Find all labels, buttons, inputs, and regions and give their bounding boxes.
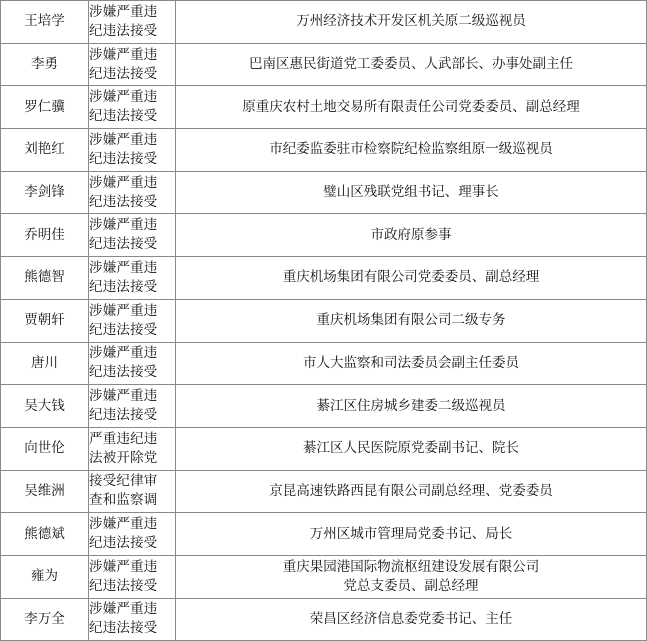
post-cell bbox=[176, 470, 647, 513]
official-name: 李万全 bbox=[24, 610, 65, 627]
status-cell bbox=[89, 427, 176, 470]
status-cell bbox=[89, 342, 176, 385]
official-post: 万州区城市管理局党委书记、局长 bbox=[309, 525, 513, 542]
case-status: 涉嫌严重违纪违法接受 bbox=[89, 259, 158, 295]
post-cell bbox=[176, 299, 647, 342]
name-cell bbox=[1, 513, 89, 556]
official-name: 向世伦 bbox=[24, 440, 65, 457]
status-cell bbox=[89, 214, 176, 257]
status-cell bbox=[89, 129, 176, 172]
case-status: 涉嫌严重违纪违法接受 bbox=[89, 516, 158, 552]
case-status: 涉嫌严重违纪违法接受 bbox=[89, 131, 158, 167]
status-cell bbox=[89, 257, 176, 300]
post-cell bbox=[176, 513, 647, 556]
case-status: 涉嫌严重违纪违法接受 bbox=[89, 217, 158, 253]
official-name: 李勇 bbox=[31, 56, 58, 73]
case-status: 涉嫌严重违纪违法接受 bbox=[89, 46, 158, 82]
name-cell bbox=[1, 43, 89, 86]
status-cell bbox=[89, 385, 176, 428]
name-cell bbox=[1, 86, 89, 129]
status-cell bbox=[89, 299, 176, 342]
post-cell bbox=[176, 171, 647, 214]
official-name: 熊德斌 bbox=[24, 525, 65, 542]
official-post: 綦江区住房城乡建委二级巡视员 bbox=[316, 397, 506, 414]
status-cell bbox=[89, 43, 176, 86]
post-cell bbox=[176, 257, 647, 300]
case-status: 涉嫌严重违纪违法接受 bbox=[89, 302, 158, 338]
official-post: 綦江区人民医院原党委副书记、院长 bbox=[303, 440, 519, 457]
case-status: 涉嫌严重违纪违法接受 bbox=[89, 3, 158, 39]
table-row bbox=[1, 257, 647, 300]
official-post: 原重庆农村土地交易所有限责任公司党委委员、副总经理 bbox=[242, 98, 580, 115]
post-cell bbox=[176, 385, 647, 428]
official-name: 熊德智 bbox=[24, 269, 65, 286]
official-name: 吴大钱 bbox=[24, 397, 65, 414]
case-status: 涉嫌严重违纪违法接受 bbox=[89, 345, 158, 381]
official-name: 王培学 bbox=[24, 13, 65, 30]
official-name: 李剑锋 bbox=[24, 184, 65, 201]
case-status: 涉嫌严重违纪违法接受 bbox=[89, 174, 158, 210]
official-name: 贾朝轩 bbox=[24, 312, 65, 329]
table-row bbox=[1, 470, 647, 513]
official-post: 璧山区残联党组书记、理事长 bbox=[323, 184, 499, 201]
name-cell bbox=[1, 299, 89, 342]
name-cell bbox=[1, 257, 89, 300]
officials-table-body bbox=[1, 1, 647, 641]
table-row bbox=[1, 214, 647, 257]
table-row bbox=[1, 43, 647, 86]
post-cell bbox=[176, 555, 647, 598]
post-cell bbox=[176, 342, 647, 385]
official-name: 刘艳红 bbox=[24, 141, 65, 158]
official-post: 巴南区惠民街道党工委委员、人武部长、办事处副主任 bbox=[249, 56, 573, 73]
official-name: 吴维洲 bbox=[24, 482, 65, 499]
case-status: 涉嫌严重违纪违法接受 bbox=[89, 558, 158, 594]
case-status: 涉嫌严重违纪违法接受 bbox=[89, 601, 158, 637]
name-cell bbox=[1, 598, 89, 641]
table-row bbox=[1, 299, 647, 342]
name-cell bbox=[1, 214, 89, 257]
official-name: 唐川 bbox=[31, 354, 58, 371]
table-row bbox=[1, 513, 647, 556]
table-row bbox=[1, 555, 647, 598]
status-cell bbox=[89, 86, 176, 129]
official-post: 重庆机场集团有限公司二级专务 bbox=[316, 312, 506, 329]
official-name: 乔明佳 bbox=[24, 226, 65, 243]
name-cell bbox=[1, 129, 89, 172]
name-cell bbox=[1, 555, 89, 598]
status-cell bbox=[89, 555, 176, 598]
case-status: 接受纪律审查和监察调 bbox=[89, 473, 158, 509]
table-row bbox=[1, 86, 647, 129]
table-row bbox=[1, 1, 647, 44]
table-row bbox=[1, 171, 647, 214]
official-post: 荣昌区经济信息委党委书记、主任 bbox=[309, 610, 513, 627]
post-cell bbox=[176, 598, 647, 641]
post-cell bbox=[176, 1, 647, 44]
post-cell bbox=[176, 43, 647, 86]
name-cell bbox=[1, 171, 89, 214]
table-row bbox=[1, 129, 647, 172]
post-cell bbox=[176, 214, 647, 257]
case-status: 涉嫌严重违纪违法接受 bbox=[89, 89, 158, 125]
name-cell bbox=[1, 342, 89, 385]
official-name: 罗仁骥 bbox=[24, 98, 65, 115]
status-cell bbox=[89, 1, 176, 44]
official-post: 市人大监察和司法委员会副主任委员 bbox=[303, 354, 519, 371]
official-post: 重庆果园港国际物流枢纽建设发展有限公司 党总支委员、副总经理 bbox=[282, 558, 540, 594]
case-status: 严重违纪违法被开除党 bbox=[89, 430, 158, 466]
name-cell bbox=[1, 470, 89, 513]
official-name: 雍为 bbox=[31, 568, 58, 585]
name-cell bbox=[1, 1, 89, 44]
status-cell bbox=[89, 171, 176, 214]
status-cell bbox=[89, 513, 176, 556]
official-post: 万州经济技术开发区机关原二级巡视员 bbox=[296, 13, 526, 30]
status-cell bbox=[89, 470, 176, 513]
table-row bbox=[1, 342, 647, 385]
status-cell bbox=[89, 598, 176, 641]
table-row bbox=[1, 598, 647, 641]
official-post: 京昆高速铁路西昆有限公司副总经理、党委委员 bbox=[269, 482, 553, 499]
post-cell bbox=[176, 427, 647, 470]
table-row bbox=[1, 427, 647, 470]
post-cell bbox=[176, 129, 647, 172]
official-post: 重庆机场集团有限公司党委委员、副总经理 bbox=[282, 269, 540, 286]
table-row bbox=[1, 385, 647, 428]
official-post: 市政府原参事 bbox=[370, 226, 452, 243]
post-cell bbox=[176, 86, 647, 129]
name-cell bbox=[1, 385, 89, 428]
official-post: 市纪委监委驻市检察院纪检监察组原一级巡视员 bbox=[269, 141, 553, 158]
case-status: 涉嫌严重违纪违法接受 bbox=[89, 388, 158, 424]
name-cell bbox=[1, 427, 89, 470]
